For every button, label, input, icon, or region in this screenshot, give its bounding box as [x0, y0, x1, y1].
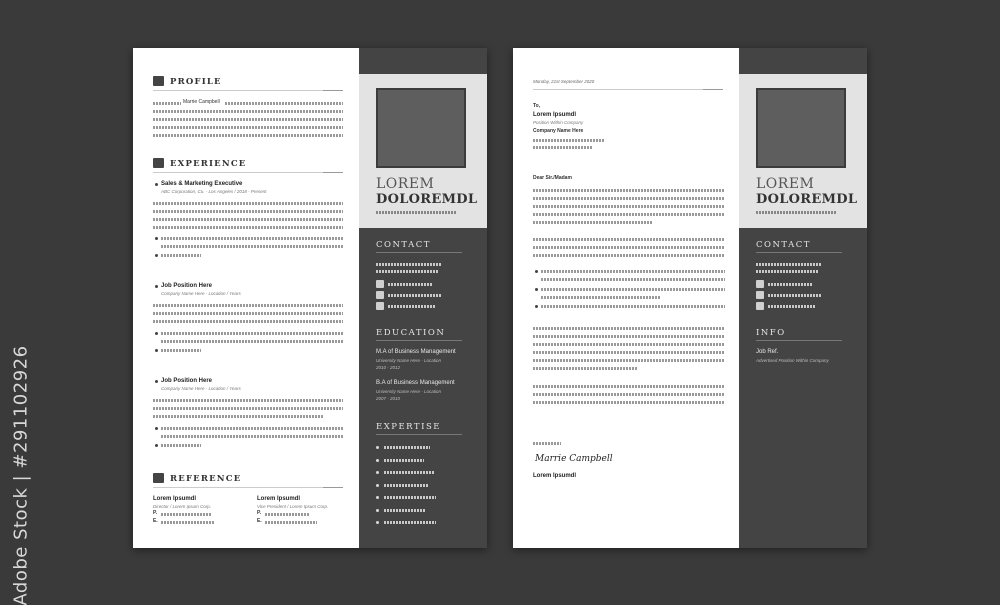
- text-line: [161, 340, 343, 343]
- text-line: [265, 521, 317, 524]
- text-line: [161, 435, 343, 438]
- text-line: [153, 415, 323, 418]
- expertise-bullet: [376, 496, 379, 499]
- text-line: [541, 305, 725, 308]
- name-first: LOREM: [756, 176, 815, 192]
- text-line: [265, 513, 309, 516]
- text-line: [533, 254, 725, 257]
- reference-email-label: E.: [153, 518, 158, 524]
- letter-header-block: [739, 74, 867, 228]
- expertise-line: [384, 471, 434, 474]
- email-icon: [376, 291, 384, 299]
- text-line: [533, 385, 725, 388]
- expertise-line: [384, 496, 436, 499]
- text-line: [153, 110, 343, 113]
- list-bullet: [155, 332, 158, 335]
- text-line: [388, 305, 436, 308]
- education-years: 2007 - 2010: [376, 396, 401, 401]
- list-bullet: [535, 288, 538, 291]
- job-title: Job Position Here: [161, 283, 213, 289]
- info-title: INFO: [756, 328, 786, 338]
- job-bullet: [155, 380, 158, 383]
- expertise-bullet: [376, 484, 379, 487]
- list-bullet: [535, 270, 538, 273]
- contact-title: CONTACT: [756, 240, 811, 250]
- text-line: [388, 294, 442, 297]
- reference-rule: [153, 487, 343, 488]
- expertise-rule: [376, 434, 462, 435]
- text-line: [153, 102, 181, 105]
- profile-photo: [756, 88, 846, 168]
- phone-icon: [376, 280, 384, 288]
- text-line: [541, 278, 725, 281]
- reference-name: Lorem Ipsumdl: [257, 496, 301, 502]
- list-bullet: [155, 427, 158, 430]
- expertise-title: EXPERTISE: [376, 422, 441, 432]
- text-line: [153, 134, 343, 137]
- expertise-line: [384, 446, 430, 449]
- text-line: [153, 218, 343, 221]
- text-line: [153, 407, 343, 410]
- expertise-bullet: [376, 471, 379, 474]
- text-line: [225, 102, 343, 105]
- education-rule: [376, 340, 462, 341]
- text-line: [756, 263, 822, 266]
- education-school: University Name Here - Location: [376, 389, 442, 394]
- job-ref-value: Advertised Position Within Company: [756, 358, 829, 363]
- text-line: [533, 238, 725, 241]
- resume-header-block: [359, 74, 487, 228]
- text-line: [533, 351, 725, 354]
- date-rule-accent: [703, 89, 723, 90]
- contact-rule: [376, 252, 462, 253]
- text-line: [153, 226, 343, 229]
- profile-inline-name: Marrie Campbell: [183, 99, 220, 105]
- text-line: [161, 444, 201, 447]
- text-line: [161, 521, 215, 524]
- text-line: [533, 335, 725, 338]
- letter-sidebar: [739, 48, 867, 548]
- job-bullet: [155, 183, 158, 186]
- text-line: [533, 442, 561, 445]
- experience-rule: [153, 172, 343, 173]
- reference-name: Lorem Ipsumdl: [153, 496, 197, 502]
- adobe-stock-side-watermark: [6, 344, 36, 605]
- reference-role: Director / Lorem Ipsum Corp.: [153, 504, 212, 509]
- text-line: [533, 146, 593, 149]
- profile-photo: [376, 88, 466, 168]
- profile-title: PROFILE: [170, 77, 222, 87]
- text-line: [533, 189, 725, 192]
- name-subtitle-line: [376, 211, 456, 214]
- expertise-bullet: [376, 521, 379, 524]
- education-degree: B.A of Business Management: [376, 380, 455, 386]
- reference-title: REFERENCE: [170, 474, 242, 484]
- list-bullet: [155, 444, 158, 447]
- education-title: EDUCATION: [376, 328, 446, 338]
- web-icon: [756, 302, 764, 310]
- profile-rule-accent: [323, 90, 343, 91]
- name-first: LOREM: [376, 176, 435, 192]
- text-line: [161, 427, 343, 430]
- recipient-position: Position Within Company: [533, 120, 584, 125]
- list-bullet: [155, 349, 158, 352]
- signature: Marrie Campbell: [535, 454, 613, 464]
- expertise-bullet: [376, 509, 379, 512]
- text-line: [533, 393, 725, 396]
- reference-phone-label: P.: [153, 510, 158, 516]
- text-line: [533, 197, 725, 200]
- email-icon: [756, 291, 764, 299]
- expertise-line: [384, 521, 436, 524]
- text-line: [533, 246, 725, 249]
- to-label: To,: [533, 103, 541, 109]
- name-last: DOLOREMDL: [376, 192, 478, 207]
- cover-letter-page: [513, 48, 867, 548]
- text-line: [541, 270, 725, 273]
- job-ref-label: Job Ref.: [756, 349, 779, 355]
- education-school: University Name Here - Location: [376, 358, 442, 363]
- expertise-line: [384, 459, 424, 462]
- text-line: [388, 283, 432, 286]
- phone-icon: [756, 280, 764, 288]
- job-meta: ABC Corporation, Co. - Los Angeles / 2018 - Present: [161, 189, 267, 194]
- job-title: Sales & Marketing Executive: [161, 181, 243, 187]
- text-line: [376, 270, 438, 273]
- expertise-bullet: [376, 459, 379, 462]
- text-line: [768, 283, 812, 286]
- contact-title: CONTACT: [376, 240, 431, 250]
- education-degree: M.A of Business Management: [376, 349, 456, 355]
- text-line: [153, 312, 343, 315]
- text-line: [153, 202, 343, 205]
- job-meta: Company Name Here - Location / Years: [161, 291, 241, 296]
- experience-rule-accent: [323, 172, 343, 173]
- profile-icon: [153, 76, 164, 86]
- signer-name: Lorem Ipsumdl: [533, 473, 577, 479]
- expertise-bullet: [376, 446, 379, 449]
- text-line: [541, 288, 725, 291]
- side-watermark-text: Adobe Stock | #291102926: [10, 344, 32, 605]
- text-line: [376, 263, 442, 266]
- text-line: [541, 296, 661, 299]
- text-line: [533, 343, 725, 346]
- list-bullet: [535, 305, 538, 308]
- reference-phone-label: P.: [257, 510, 262, 516]
- name-subtitle-line: [756, 211, 836, 214]
- education-years: 2010 - 2012: [376, 365, 401, 370]
- text-line: [161, 332, 343, 335]
- text-line: [768, 305, 816, 308]
- job-meta: Company Name Here - Location / Years: [161, 386, 241, 391]
- text-line: [533, 213, 725, 216]
- text-line: [153, 320, 343, 323]
- resume-page: [133, 48, 487, 548]
- info-rule: [756, 340, 842, 341]
- text-line: [533, 139, 605, 142]
- experience-icon: [153, 158, 164, 168]
- list-bullet: [155, 254, 158, 257]
- name-last: DOLOREMDL: [756, 192, 858, 207]
- resume-sidebar: [359, 48, 487, 548]
- reference-role: Vice President / Lorem Ipsum Corp.: [257, 504, 329, 509]
- text-line: [161, 349, 201, 352]
- text-line: [768, 294, 822, 297]
- text-line: [153, 126, 343, 129]
- text-line: [533, 205, 725, 208]
- text-line: [153, 304, 343, 307]
- expertise-line: [384, 509, 426, 512]
- salutation: Dear Sir./Madam: [533, 175, 572, 181]
- text-line: [533, 327, 725, 330]
- expertise-line: [384, 484, 428, 487]
- text-line: [533, 359, 725, 362]
- letter-date: Monday, 21st September 2020: [533, 79, 595, 84]
- profile-rule: [153, 90, 343, 91]
- text-line: [533, 221, 653, 224]
- date-rule: [533, 89, 723, 90]
- reference-icon: [153, 473, 164, 483]
- text-line: [756, 270, 818, 273]
- web-icon: [376, 302, 384, 310]
- text-line: [161, 245, 343, 248]
- text-line: [161, 254, 201, 257]
- text-line: [533, 401, 725, 404]
- company-name: Company Name Here: [533, 128, 584, 134]
- reference-email-label: E.: [257, 518, 262, 524]
- text-line: [533, 367, 637, 370]
- text-line: [153, 210, 343, 213]
- text-line: [161, 513, 211, 516]
- text-line: [161, 237, 343, 240]
- text-line: [153, 118, 343, 121]
- recipient-name: Lorem Ipsumdl: [533, 112, 577, 118]
- reference-rule-accent: [323, 487, 343, 488]
- text-line: [153, 399, 343, 402]
- job-title: Job Position Here: [161, 378, 213, 384]
- list-bullet: [155, 237, 158, 240]
- job-bullet: [155, 285, 158, 288]
- experience-title: EXPERIENCE: [170, 159, 247, 169]
- letter-main-column: [513, 48, 739, 548]
- contact-rule: [756, 252, 842, 253]
- resume-main-column: [133, 48, 359, 548]
